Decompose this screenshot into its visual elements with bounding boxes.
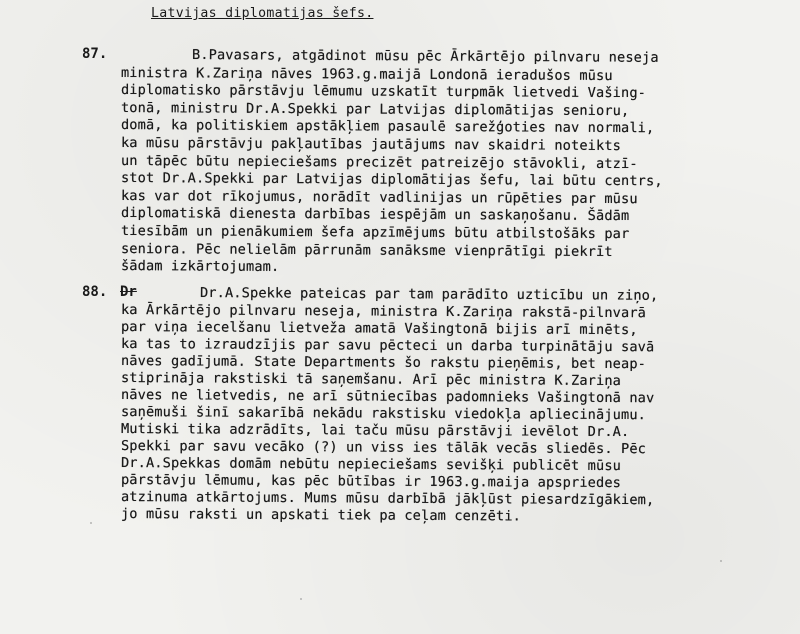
paper-speck	[300, 598, 302, 600]
paper-speck	[90, 522, 92, 524]
text-line: kas var dot rīkojumus, norādīt vadlinijas un rūpēties par mūsu	[120, 187, 638, 207]
text-line: un tāpēc būtu nepieciešams precizēt patreizējo stāvokli, atzī-	[120, 152, 638, 172]
text-line: Spekki par savu vecāko (?) un viss ies tālāk vecās sliedēs. Pēc	[120, 438, 647, 458]
struck-text: Dr	[120, 284, 137, 300]
text-line: ka tas to izraudzījis par savu pēcteci un darba turpinātāju savā	[120, 336, 655, 356]
text-line: ministra K.Zariņa nāves 1963.g.maijā Londonā ieradušos mūsu	[120, 64, 613, 84]
text-line: Mutiski tika adzrādīts, lai taču mūsu pārstāvji ievēlot Dr.A.	[120, 421, 630, 441]
text-line: šādam izkārtojumam.	[120, 258, 280, 276]
document-heading: Latvijas diplomatijas šefs.	[151, 6, 374, 21]
text-line: nāves gadījumā. State Departments šo rakstu pieņēmis, bet neap-	[120, 353, 647, 373]
section-number: 87.	[82, 46, 108, 62]
text-line: Dr.A.Spekke pateicas par tam parādīto uzticību un ziņo,	[199, 285, 659, 304]
text-line: B.Pavasars, atgādinot mūsu pēc Ārkārtējo pilnvaru neseja	[191, 47, 659, 66]
text-line: nāves ne lietvedis, ne arī sūtniecības padomnieks Vašingtonā nav	[120, 387, 655, 407]
text-line: Dr.A.Spekkas domām nebūtu nepieciešams sevišķi publicēt mūsu	[120, 455, 622, 475]
text-line: atzinuma atkārtojums. Mums mūsu darbībā jākļūst piesardzīgākiem,	[120, 489, 655, 509]
text-line: stiprināja rakstiski tā saņemšanu. Arī pēc ministra K.Zariņa	[120, 370, 622, 390]
text-line: ka mūsu pārstāvju pakļautības jautājums nav skaidri noteikts	[120, 135, 622, 155]
text-line: tonā, ministru Dr.A.Spekki par Latvijas diplomātijas senioru,	[120, 99, 630, 119]
text-line: stot Dr.A.Spekki par Latvijas diplomātijas šefu, lai būtu centrs,	[120, 170, 663, 190]
text-line: ka Ārkārtējo pilnvaru neseja, ministra K.Zariņa rakstā-pilnvarā	[120, 302, 647, 322]
text-line: diplomatisko pārstāvju lēmumu uzskatīt turpmāk lietvedi Vašing-	[120, 82, 647, 102]
text-line: diplomatiskā dienesta darbības iespējām un saskaņošanu. Šādām	[120, 205, 630, 225]
text-line: par viņa iecelšanu lietveža amatā Vašingtonā bijis arī minēts,	[120, 319, 638, 339]
text-line: tiesībām un pienākumiem šefa apzīmējums būtu atbilstošāks par	[120, 223, 630, 243]
section-number: 88.	[82, 284, 108, 300]
text-line: pārstāvju lēmumu, kas pēc būtības ir 1963.g.maija apspriedes	[120, 472, 622, 492]
text-line: domā, ka politiskiem apstākļiem pasaulē sarežģoties nav normali,	[120, 117, 655, 137]
text-line: seniora. Pēc nelielām pārrunām sanāksme vienprātīgi piekrīt	[120, 240, 613, 260]
text-line: saņēmuši šinī sakarībā nekādu rakstisku viedokļa apliecinājumu.	[120, 404, 647, 424]
paper-speck	[720, 560, 722, 562]
text-line: jo mūsu raksti un apskati tiek pa ceļam cenzēti.	[120, 506, 522, 525]
